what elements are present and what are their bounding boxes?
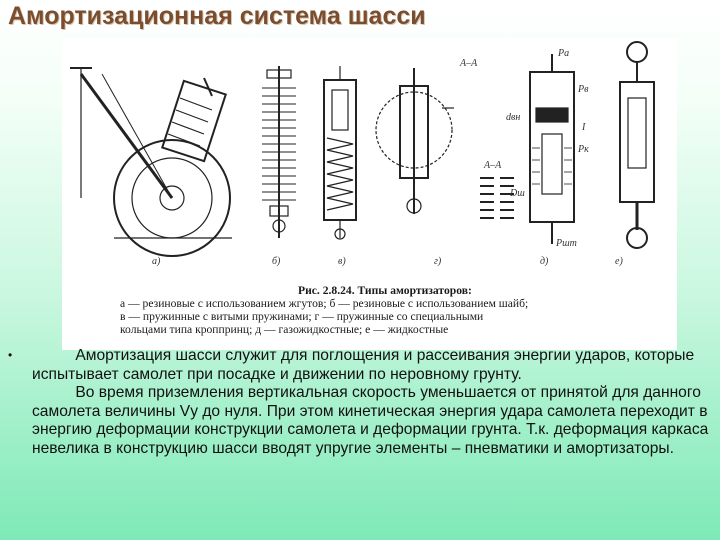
figure-caption — [120, 284, 670, 336]
body-paragraph: Во время приземления вертикальная скорость уменьшается от принятой для данного самолета величины Vу до нуля. При этом кинетическая энергия удара самолета переходит в энергию деформации конструкции самолета и деформации грунта. Т.к. деформация каркаса невелика в конструкцию шасси вводят упругие элементы – пневматики и амортизаторы. — [32, 384, 713, 457]
label-one: I — [582, 122, 586, 133]
caption-title: Рис. 2.8.24. Типы амортизаторов: — [298, 284, 472, 297]
label-g: г) — [434, 256, 442, 267]
body-text — [32, 347, 718, 459]
shock-absorber-figure — [62, 38, 677, 350]
drawing-e-liquid — [620, 42, 654, 248]
slide-title: Амортизационная система шасси — [8, 2, 426, 30]
drawing-b-rubber-washers — [262, 66, 296, 238]
label-b: б) — [272, 256, 281, 267]
drawing-d-gas-liquid — [530, 54, 574, 244]
label-d: д) — [540, 256, 549, 267]
drawing-v-coil-spring — [324, 66, 356, 239]
label-psh: Pшт — [556, 238, 577, 249]
bullet-marker: • — [8, 348, 13, 362]
label-aa-top: А–А — [460, 58, 478, 69]
label-dsh: Dш — [510, 188, 525, 199]
drawing-a-wheel-absorber — [70, 68, 232, 256]
label-aa-side: А–А — [484, 160, 502, 171]
label-v: в) — [338, 256, 346, 267]
label-a: а) — [152, 256, 161, 267]
caption-line: кольцами типа кроппринц; д — газожидкостные; е — жидкостные — [120, 323, 449, 336]
drawing-g-ring-spring — [376, 68, 514, 218]
label-pv: Pв — [578, 84, 589, 95]
label-e: е) — [615, 256, 623, 267]
label-pa: Pа — [558, 48, 570, 59]
label-pk: Pк — [578, 144, 589, 155]
caption-line: в — пружинные с витыми пружинами; г — пружинные со специальными — [120, 310, 484, 323]
body-paragraph: Амортизация шасси служит для поглощения и рассеивания энергии ударов, которые испытывает самолет при посадке и движении по неровному грунту. — [32, 347, 699, 383]
label-dvn: dвн — [506, 112, 521, 123]
caption-line: а — резиновые с использованием жгутов; б — резиновые с использованием шайб; — [120, 297, 529, 310]
